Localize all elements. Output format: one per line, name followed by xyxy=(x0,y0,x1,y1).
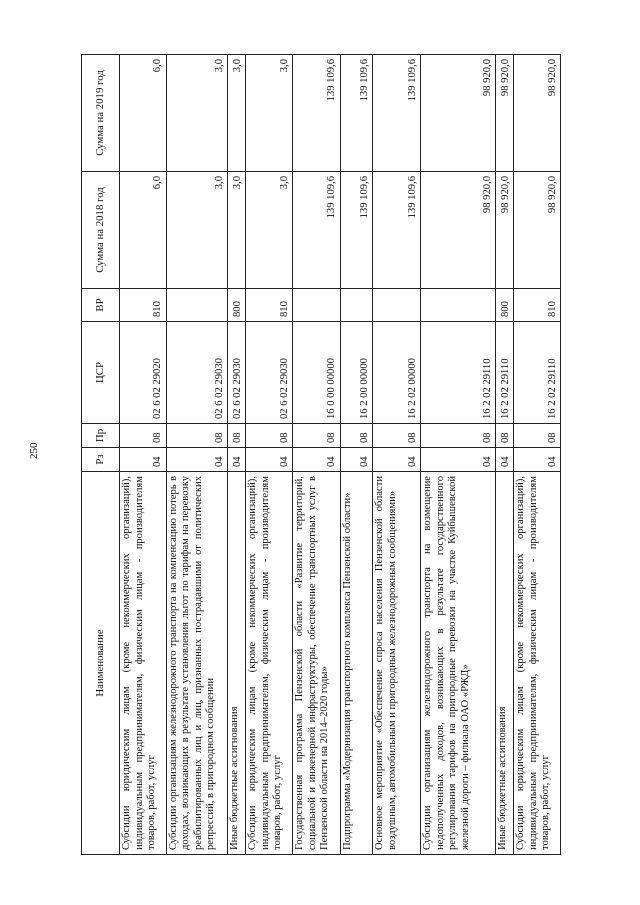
row-rz: 04 xyxy=(120,448,167,472)
table-row xyxy=(246,55,293,855)
header-name: Наименование xyxy=(82,472,120,855)
row-pr: 08 xyxy=(228,424,246,448)
row-sum-2018: 3,0 xyxy=(166,172,228,289)
row-sum-2019: 3,0 xyxy=(166,55,228,172)
row-vr xyxy=(340,289,372,322)
table-row xyxy=(373,55,421,855)
table-body xyxy=(120,55,561,855)
row-csr: 16 2 02 29110 xyxy=(496,322,514,424)
row-vr: 810 xyxy=(120,289,167,322)
table-header xyxy=(82,55,120,855)
row-sum-2019: 3,0 xyxy=(246,55,293,172)
row-rz: 04 xyxy=(373,448,421,472)
row-sum-2019: 139 109,6 xyxy=(293,55,341,172)
row-csr: 16 0 00 00000 xyxy=(293,322,341,424)
row-pr: 08 xyxy=(514,424,561,448)
row-sum-2019: 98 920,0 xyxy=(514,55,561,172)
row-pr: 08 xyxy=(340,424,372,448)
row-csr: 16 2 00 00000 xyxy=(340,322,372,424)
header-sum-2018: Сумма на 2018 год xyxy=(82,172,120,289)
table-row xyxy=(293,55,341,855)
row-sum-2019: 139 109,6 xyxy=(340,55,372,172)
row-name: Субсидии юридическим лицам (кроме некоммерческих организаций), индивидуальным предпринимателям, физическим лицам - производителям товаров, работ, услуг xyxy=(246,472,293,855)
row-name: Государственная программа Пензенской области «Развитие территорий, социальной и инженерной инфраструктуры, обеспечение транспортных услуг в Пензенской области на 2014–2020 годы» xyxy=(293,472,341,855)
row-sum-2019: 3,0 xyxy=(228,55,246,172)
row-pr: 08 xyxy=(166,424,228,448)
row-vr xyxy=(421,289,496,322)
row-csr: 02 6 02 29030 xyxy=(246,322,293,424)
row-name: Субсидии организациям железнодорожного транспорта на компенсацию потерь в доходах, возникающих в результате установления льгот по тарифам на перевозку реабилитированных лиц и лиц, признанных пострадавшими от политических репрессий, в пригородном сообщении xyxy=(166,472,228,855)
header-pr: Пр xyxy=(82,424,120,448)
row-name: Иные бюджетные ассигнования xyxy=(496,472,514,855)
row-sum-2018: 98 920,0 xyxy=(421,172,496,289)
row-rz: 04 xyxy=(246,448,293,472)
header-row xyxy=(82,55,120,855)
row-sum-2019: 98 920,0 xyxy=(421,55,496,172)
budget-table xyxy=(81,54,561,855)
row-vr: 810 xyxy=(514,289,561,322)
row-sum-2018: 139 109,6 xyxy=(373,172,421,289)
table-row xyxy=(228,55,246,855)
row-csr: 16 2 02 00000 xyxy=(373,322,421,424)
row-pr: 08 xyxy=(421,424,496,448)
row-rz: 04 xyxy=(228,448,246,472)
row-name: Субсидии организациям железнодорожного транспорта на возмещение недополученных доходов, возникающих в результате государственного регулирования тарифов на пригородные перевозки на участке Куйбышевской железной дороги – филиала ОАО «РЖД» xyxy=(421,472,496,855)
table-row xyxy=(120,55,167,855)
header-csr: ЦСР xyxy=(82,322,120,424)
row-name: Основное мероприятие «Обеспечение спроса населения Пензенской области воздушным, автомобильным и пригородным железнодорожным сообщениями» xyxy=(373,472,421,855)
row-rz: 04 xyxy=(496,448,514,472)
table-row xyxy=(421,55,496,855)
row-csr: 02 6 02 29030 xyxy=(166,322,228,424)
row-pr: 08 xyxy=(246,424,293,448)
table-row xyxy=(340,55,372,855)
row-vr: 800 xyxy=(228,289,246,322)
row-vr xyxy=(293,289,341,322)
row-csr: 16 2 02 29110 xyxy=(421,322,496,424)
row-vr xyxy=(166,289,228,322)
row-sum-2019: 98 920,0 xyxy=(496,55,514,172)
row-pr: 08 xyxy=(373,424,421,448)
row-vr xyxy=(373,289,421,322)
table-row xyxy=(514,55,561,855)
row-sum-2019: 139 109,6 xyxy=(373,55,421,172)
row-sum-2019: 6,0 xyxy=(120,55,167,172)
header-vr: ВР xyxy=(82,289,120,322)
row-name: Субсидии юридическим лицам (кроме некоммерческих организаций), индивидуальным предпринимателям, физическим лицам - производителям товаров, работ, услуг xyxy=(514,472,561,855)
table-row xyxy=(166,55,228,855)
row-rz: 04 xyxy=(166,448,228,472)
row-csr: 02 6 02 29030 xyxy=(228,322,246,424)
row-sum-2018: 139 109,6 xyxy=(340,172,372,289)
row-pr: 08 xyxy=(293,424,341,448)
table-row xyxy=(496,55,514,855)
row-name: Субсидии юридическим лицам (кроме некоммерческих организаций), индивидуальным предпринимателям, физическим лицам - производителям товаров, работ, услуг xyxy=(120,472,167,855)
row-rz: 04 xyxy=(421,448,496,472)
row-sum-2018: 98 920,0 xyxy=(496,172,514,289)
row-sum-2018: 139 109,6 xyxy=(293,172,341,289)
row-name: Подпрограмма «Модернизация транспортного комплекса Пензенской области» xyxy=(340,472,372,855)
row-rz: 04 xyxy=(340,448,372,472)
row-vr: 800 xyxy=(496,289,514,322)
row-rz: 04 xyxy=(514,448,561,472)
row-name: Иные бюджетные ассигнования xyxy=(228,472,246,855)
page-number: 250 xyxy=(28,442,40,459)
row-pr: 08 xyxy=(120,424,167,448)
rotated-table-container xyxy=(81,55,561,855)
row-pr: 08 xyxy=(496,424,514,448)
row-sum-2018: 3,0 xyxy=(228,172,246,289)
row-sum-2018: 6,0 xyxy=(120,172,167,289)
row-csr: 02 6 02 29020 xyxy=(120,322,167,424)
header-rz: Рз xyxy=(82,448,120,472)
row-sum-2018: 3,0 xyxy=(246,172,293,289)
row-vr: 810 xyxy=(246,289,293,322)
header-sum-2019: Сумма на 2019 год xyxy=(82,55,120,172)
row-rz: 04 xyxy=(293,448,341,472)
row-csr: 16 2 02 29110 xyxy=(514,322,561,424)
row-sum-2018: 98 920,0 xyxy=(514,172,561,289)
